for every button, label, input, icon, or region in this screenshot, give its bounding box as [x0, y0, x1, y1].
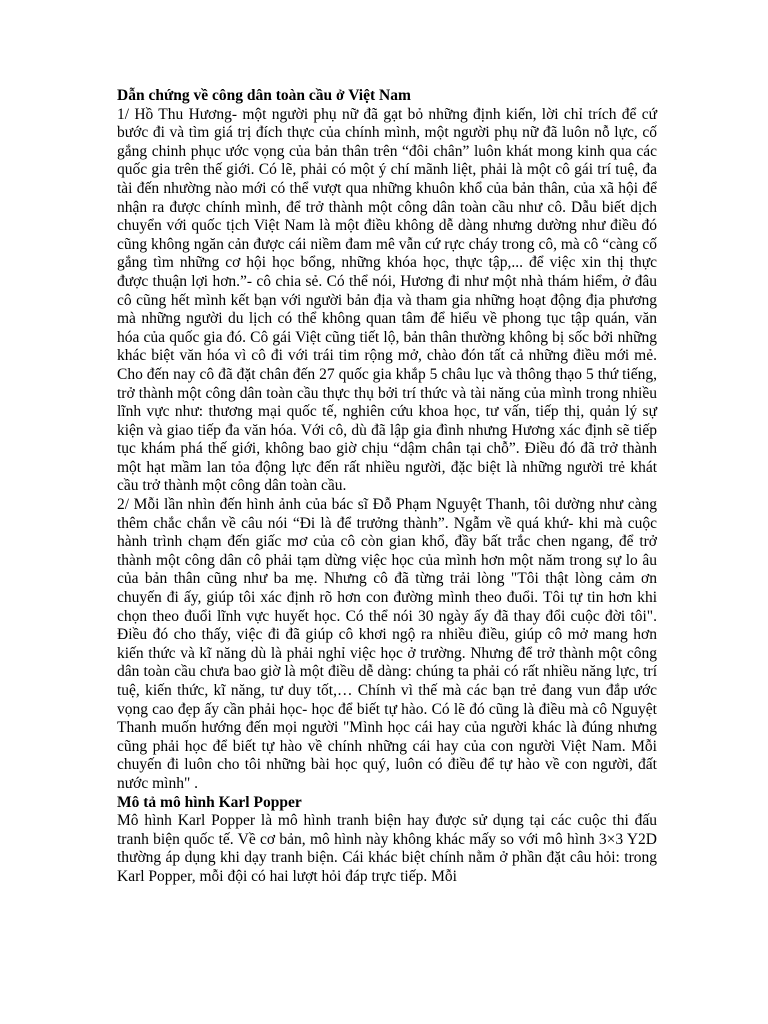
paragraph-do-pham-nguyet-thanh: 2/ Mỗi lần nhìn đến hình ảnh của bác sĩ Đỗ Phạm Nguyệt Thanh, tôi dường như càng thêm chắc chắn về câu nói “Đi là để trưởng thành”. Ngẫm về quá khứ- khi mà cuộc hành trình chạm đến giấc mơ của cô còn gian khổ, đầy bất trắc chen ngang, để trở thành một công dân cô phải tạm dừng việc học của mình hơn một năm trong sự lo âu của bản thân cũng như ba mẹ. Nhưng cô đã từng trải lòng "Tôi thật lòng cảm ơn chuyến đi ấy, giúp tôi xác định rõ hơn con đường mình theo đuổi. Tôi tự tin hơn khi chọn theo đuổi lĩnh vực huyết học. Có thể nói 30 ngày ấy đã thay đổi cuộc đời tôi". Điều đó cho thấy, việc đi đã giúp cô khơi ngộ ra nhiều điều, giúp cô mở mang hơn kiến thức và kĩ năng dù là phải nghỉ việc học ở trường. Nhưng để trở thành một công dân toàn cầu chưa bao giờ là một điều dễ dàng: chúng ta phải có rất nhiều năng lực, trí tuệ, kiến thức, kĩ năng, tư duy tốt,… Chính vì thế mà các bạn trẻ đang vun đắp ước vọng cao đẹp ấy cần phải học- học để biết tự hào. Có lẽ đó cũng là điều mà cô Nguyệt Thanh muốn hướng đến mọi người "Mình học cái hay của người khác là đúng nhưng cũng phải học để biết tự hào về chính những cái hay của con người Việt Nam. Mỗi chuyến đi luôn cho tôi những bài học quý, luôn có điều để tự hào về con người, đất nước mình" . [117, 496, 657, 792]
document-body [117, 87, 657, 887]
paragraph-ho-thu-huong: 1/ Hồ Thu Hương- một người phụ nữ đã gạt bỏ những định kiến, lời chỉ trích để cứ bước đi và tìm giá trị đích thực của chính mình, một người phụ nữ đã luôn nỗ lực, cố gắng chinh phục ước vọng của bản thân trên “đôi chân” luôn khát mong kinh qua các quốc gia trên thế giới. Có lẽ, phải có một ý chí mãnh liệt, phải là một cô gái trí tuệ, đa tài đến nhường nào mới có thể vượt qua những khuôn khổ của bản thân, của xã hội để nhận ra được chính mình, để trở thành một công dân toàn cầu như cô. Dẫu biết dịch chuyển với quốc tịch Việt Nam là một điều không dễ dàng nhưng dường như điều đó cũng không ngăn cản được cái niềm đam mê vẫn cứ rực cháy trong cô, mà cô “càng cố gắng tìm những cơ hội học bổng, những khóa học, thực tập,... để việc xin thị thực được thuận lợi hơn.”- cô chia sẻ. Có thể nói, Hương đi như một nhà thám hiểm, ở đâu cô cũng hết mình kết bạn với người bản địa và tham gia những hoạt động địa phương mà những người du lịch có thể không quan tâm để hiểu về phong tục tập quán, văn hóa của quốc gia đó. Cô gái Việt cũng tiết lộ, bản thân thường không bị sốc bởi những khác biệt văn hóa vì cô đi với trái tim rộng mở, chào đón tất cả những điều mới mẻ. Cho đến nay cô đã đặt chân đến 27 quốc gia khắp 5 châu lục và thông thạo 5 thứ tiếng, trở thành một công dân toàn cầu thực thụ bởi trí thức và tài năng của mình trong nhiều lĩnh vực như: thương mại quốc tế, nghiên cứu khoa học, tư vấn, tiếp thị, quản lý sự kiện và giao tiếp đa văn hóa. Với cô, dù đã lập gia đình nhưng Hương xác định sẽ tiếp tục khám phá thế giới, không bao giờ chịu “dậm chân tại chỗ”. Điều đó đã trở thành một hạt mầm lan tỏa động lực đến rất nhiều người, đặc biệt là những người trẻ khát cầu trở thành một công dân toàn cầu. [117, 105, 657, 495]
heading-karl-popper-model: Mô tả mô hình Karl Popper [117, 793, 302, 811]
heading-global-citizen-examples: Dẫn chứng về công dân toàn cầu ở Việt Nam [117, 87, 411, 104]
paragraph-karl-popper-description: Mô hình Karl Popper là mô hình tranh biện hay được sử dụng tại các cuộc thi đấu tranh biện quốc tế. Về cơ bản, mô hình này không khác mấy so với mô hình 3×3 Y2D thường áp dụng khi dạy tranh biện. Cái khác biệt chính nằm ở phần đặt câu hỏi: trong Karl Popper, mỗi đội có hai lượt hỏi đáp trực tiếp. Mỗi [117, 812, 657, 885]
